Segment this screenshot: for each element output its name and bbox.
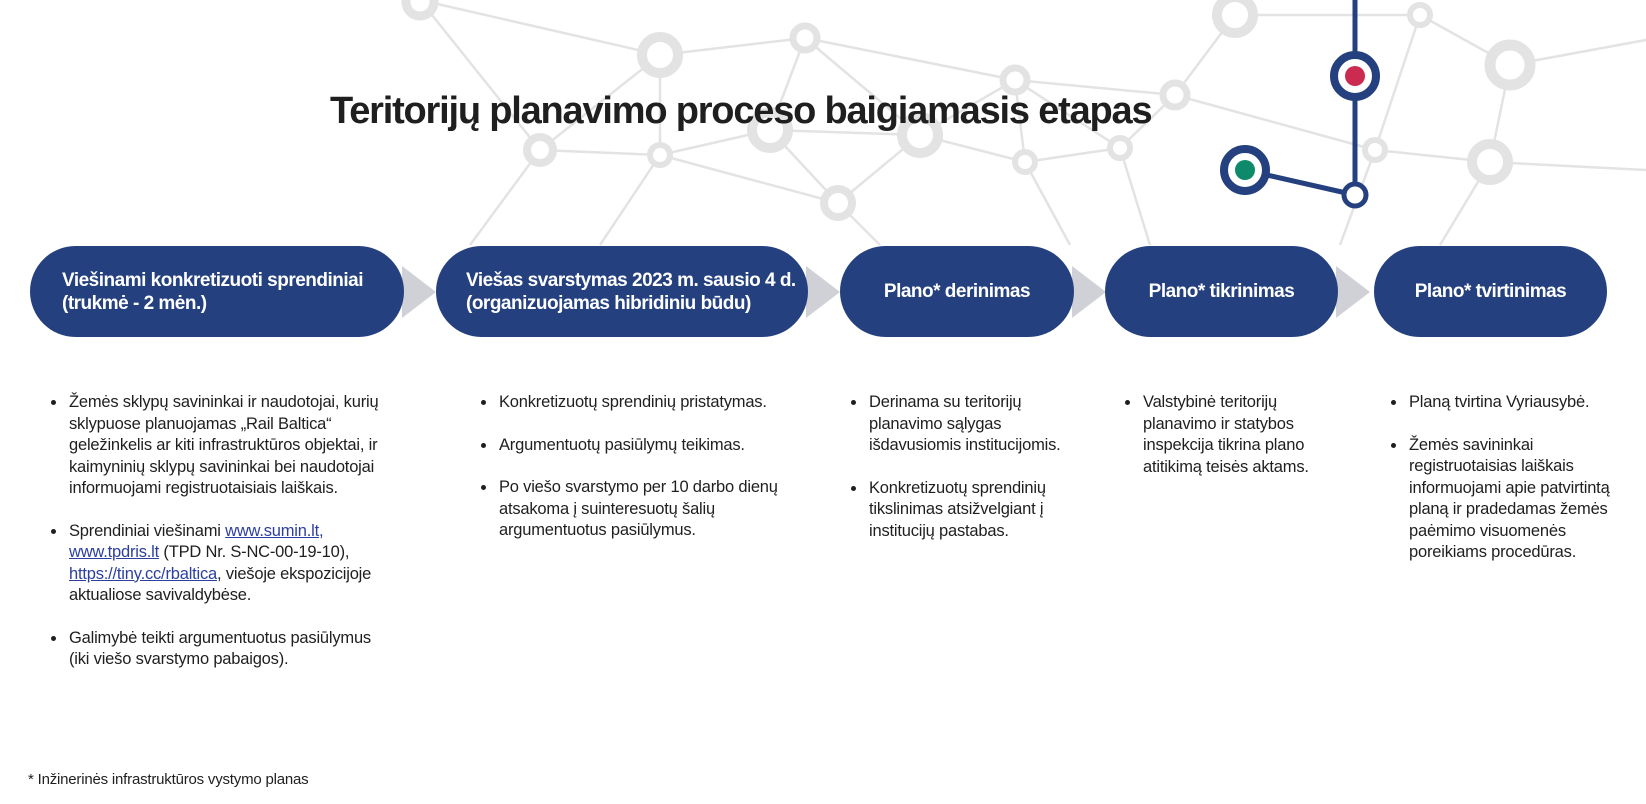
bullet-text: Derinama su teritorijų planavimo sąlygas išdavusiomis institucijomis. [869, 393, 1061, 454]
stage-2-pill [436, 246, 808, 337]
stage-3-details [847, 392, 1082, 563]
bullet-item [67, 392, 392, 500]
bullet-item [67, 628, 392, 671]
bullet-item [497, 477, 807, 542]
bullet-text: Sprendiniai viešinami [69, 521, 226, 540]
footnote: * Inžinerinės infrastruktūros vystymo planas [28, 771, 309, 788]
bullet-item [497, 435, 807, 457]
link[interactable]: https://tiny.cc/rbaltica [69, 564, 218, 583]
stage-3-pill [840, 246, 1074, 337]
stage-2-bullet-list [477, 392, 807, 542]
stage-arrow-3 [1072, 266, 1106, 318]
stage-5-label: Plano* tvirtinimas [1414, 281, 1567, 302]
bullet-text: , viešoje ekspozicijoje aktualiose savivaldybėse. [69, 564, 372, 604]
bullet-text: (TPD Nr. S-NC-00-19-10), [159, 543, 350, 561]
stage-1-pill [30, 246, 404, 337]
link[interactable]: www.tpdris.lt [69, 543, 160, 561]
bullet-item [1141, 392, 1316, 478]
stage-4-bullet-list [1121, 392, 1316, 478]
page-title: Teritorijų planavimo proceso baigiamasis etapas [330, 90, 1152, 132]
bullet-text: Po viešo svarstymo per 10 darbo dienų atsakoma į suinteresuotų šalių argumentuotus pasiūlymus. [499, 478, 778, 539]
bullet-text: Planą tvirtina Vyriausybė. [1409, 393, 1590, 411]
bullet-text: Konkretizuotų sprendinių pristatymas. [499, 393, 767, 411]
stage-5-bullet-list [1387, 392, 1632, 564]
bullet-text: Valstybinė teritorijų planavimo ir statybos inspekcija tikrina plano atitikimą teisės aktams. [1143, 393, 1309, 476]
stage-3-bullet-list [847, 392, 1082, 542]
stage-2-label: Viešas svarstymas 2023 m. sausio 4 d. (organizuojamas hibridiniu būdu) [466, 269, 796, 314]
bullet-text: Argumentuotų pasiūlymų teikimas. [499, 435, 745, 454]
bullet-text: Žemės sklypų savininkai ir naudotojai, kurių sklypuose planuojamas „Rail Baltica“ geležinkelis ar kiti infrastruktūros objektai, ir kaimyninių sklypų savininkai bei naudotojai informuojami registruotaisiais laiškais. [69, 393, 379, 497]
stage-5-details [1387, 392, 1632, 585]
white-stop-icon [1344, 184, 1366, 206]
stage-3-label: Plano* derinimas [883, 281, 1031, 302]
link[interactable]: www.sumin.lt, [225, 521, 324, 540]
bullet-item [497, 392, 807, 414]
stage-2-details [477, 392, 807, 563]
stage-4-details [1121, 392, 1316, 499]
bullet-text: Galimybė teikti argumentuotus pasiūlymus (iki viešo svarstymo pabaigos). [69, 628, 371, 668]
stage-1-details [47, 392, 392, 692]
bullet-item [67, 521, 392, 607]
bullet-text: Konkretizuotų sprendinių tikslinimas atsižvelgiant į institucijų pastabas. [869, 478, 1046, 540]
stage-5-pill [1374, 246, 1607, 337]
stage-1-label: Viešinami konkretizuoti sprendiniai (trukmė - 2 mėn.) [62, 269, 364, 314]
stage-arrow-4 [1336, 266, 1370, 318]
bullet-text: Žemės savininkai registruotaisias laiškais informuojami apie patvirtintą planą ir pradedamas žemės paėmimo visuomenės poreikiams procedūras. [1409, 435, 1610, 561]
stage-4-label: Plano* tikrinimas [1148, 281, 1295, 302]
bullet-item [867, 392, 1082, 457]
bullet-item [1407, 392, 1632, 414]
stage-arrow-1 [402, 266, 436, 318]
bullet-item [867, 478, 1082, 543]
stage-arrow-2 [806, 266, 840, 318]
stage-4-pill [1105, 246, 1338, 337]
stage-1-bullet-list [47, 392, 392, 671]
bullet-item [1407, 435, 1632, 564]
